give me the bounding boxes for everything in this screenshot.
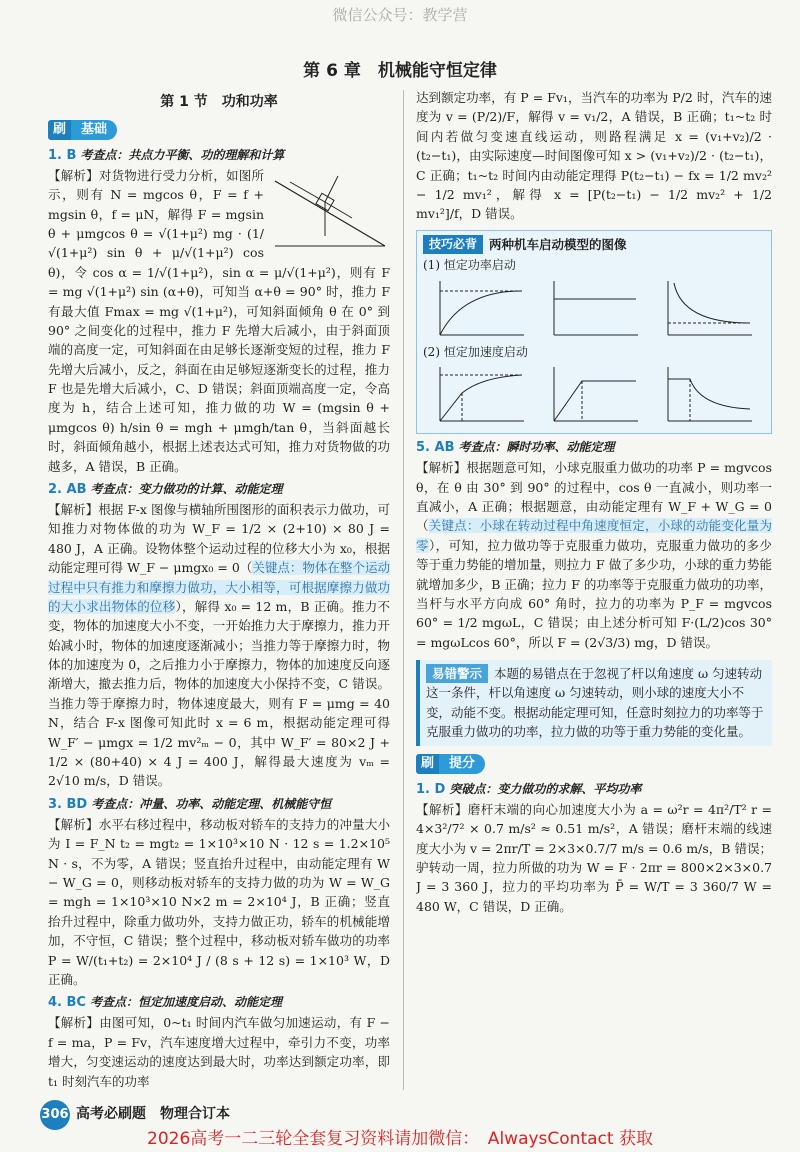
tip-tag: 技巧必背 (423, 235, 483, 254)
key-point: 考查点：变力做功的计算、动能定理 (90, 481, 283, 496)
key-point: 考查点：冲量、功率、动能定理、机械能守恒 (91, 796, 332, 811)
graph-p-t-power (546, 277, 642, 341)
tip-title: 两种机车启动模型的图像 (489, 236, 627, 252)
tip-subtitle-1: (1) 恒定功率启动 (423, 258, 516, 272)
question-2 (48, 479, 390, 791)
analysis-text: 【解析】根据 F-x 图像与横轴所围图形的面积表示力做功，可知推力对物体做的功为 W_F = 1/2 × (2+10) × 80 J = 480 J，A 正确。设物体整个运动过程的位移大小为 x₀，根据动能定理可得 W_F − μmgx₀ = 0（ (48, 502, 390, 576)
graph-f-t-power (660, 277, 756, 341)
graphs-constant-power (423, 277, 765, 341)
graph-v-t-accel (432, 363, 528, 427)
right-column (416, 88, 772, 1098)
analysis-text: 【解析】水平右移过程中，移动板对轿车的支持力的冲量大小为 I = F_N t₂ = mgt₂ = 1×10³×10 N · 12 s = 1.2×10⁵ N · s，不为零，A 错误；竖直抬升过程中，由动能定理有 W − W_G = 0，则移动板对轿车的支持力做的功为 W = W_G = mgh = 1×10³×10 N×2 m = 2×10⁴ J，B 正确；竖直抬升过程中，除重力做功外，支持力做正功，轿车的机械能增加，不守恒，C 错误；整个过程中，移动板对轿车做功的功率 P = W/(t₁+t₂) = 2×10⁴ J / (8 s + 12 s) = 1×10³ W，D 正确。 (48, 816, 390, 987)
graph-p-t-accel (546, 363, 642, 427)
section-title: 第 1 节 功和功率 (160, 94, 278, 110)
analysis-text-cont: ），解得 x₀ = 12 m，B 正确。推力不变，物体的加速度大小不变，一开始推力大于摩擦力，推力开始减小时，物体的加速度逐渐减小；当推力等于摩擦力时，物体的加速度为 0，之后推力小于摩擦力，物体的加速度反向逐渐增大，撤去推力后，物体的加速度大小保持不变，C 错误。当推力等于摩擦力时，物体速度最大，则有 F = μmg = 40 N，结合 F-x 图像可知此时 x = 6 m，根据动能定理可得 W_F′ − μmgx = 1/2 mv²ₘ − 0，其中 W_F′ = 80×2 J + 1/2 × (80+40) × 4 J = 400 J，解得最大速度为 vₘ = 2√10 m/s，D 错误。 (48, 598, 390, 789)
badge-label: 基础 (71, 120, 117, 140)
answer-number: 2. AB (48, 481, 87, 497)
question-4-continued: 达到额定功率，有 P = Fv₁，当汽车的功率为 P/2 时，汽车的速度为 v = (P/2)/F，解得 v = v₁/2，A 错误，B 正确；t₁~t₂ 时间内若做匀变速直线运动，则路程满足 x = (v₁+v₂)/2 · (t₂−t₁)，由实际速度—时间图像可知 x > (v₁+v₂)/2 · (t₂−t₁)，C 正确；t₁~t₂ 时间内由动能定理得 P(t₂−t₁) − fx = 1/2 mv₂² − 1/2 mv₁²，解得 x = [P(t₂−t₁) − 1/2 mv₂² + 1/2 mv₁²]/f，D 错误。 (416, 90, 772, 222)
analysis-text: 【解析】对货物进行受力分析，如图所示，则有 N = mgcos θ，F = f + mgsin θ，f = μN，解得 F = mgsin θ + μmgcos θ = √(1+μ²) mg · (1/√(1+μ²) sin θ + μ/√(1+μ²) cos θ)，令 cos α = 1/√(1+μ²)，sin α = μ/√(1+μ²)，则有 F = mg √(1+μ²) sin (α+θ)，可知当 α+θ = 90° 时，推力 F 有最大值 Fmax = mg √(1+μ²)，可知斜面倾角 θ 在 0° 到 90° 之间变化的过程中，推力 F 先增大后减小，由于斜面顶端的高度一定，可知斜面在由足够长逐渐变短的过程，推力 F 先增大后减小，反之，斜面在由足够短逐渐变长的过程，推力 F 也是先增大后减小，C、D 错误；斜面顶端高度一定，令高度为 h，结合上述可知，推力做的功 W = (mgsin θ + μmgcos θ) h/sin θ = mgh + μmgh/tan θ，当斜面越长时，斜面倾角越小，根据上述表达式可知，推力对货物做的功越多，A 错误，B 正确。 (48, 167, 390, 474)
tip-subtitle-2: (2) 恒定加速度启动 (423, 344, 528, 359)
answer-number: 1. B (48, 147, 77, 163)
graphs-constant-acceleration (423, 363, 765, 427)
analysis-text: 【解析】由图可知，0~t₁ 时间内汽车做匀加速运动，有 F − f = ma，P = Fv，汽车速度增大过程中，牵引力不变，功率增大，匀变速运动的速度达到最大时，功率达到额定功率，即 t₁ 时刻汽车的功率 (48, 1015, 390, 1089)
incline-force-diagram (270, 166, 390, 256)
brush-icon: 刷 (48, 120, 71, 140)
key-point: 考查点：瞬时功率、动能定理 (458, 440, 615, 455)
key-note-highlight: 关键点：小球在转动过程中角速度恒定，小球的动能变化量为零 (416, 518, 772, 553)
analysis-text: 【解析】磨杆末端的向心加速度大小为 a = ω²r = 4π²/T² r = 4×3²/7² × 0.7 m/s² ≈ 0.51 m/s²，A 错误；磨杆末端的线速度大小为 v = 2πr/T = 2×3×0.7/7 m/s = 0.6 m/s，B 错误；驴转动一周，拉力所做的功为 W = F · 2πr = 800×2×3×0.7 J = 3 360 J，拉力的平均功率为 P̄ = W/T = 3 360/7 W = 480 W，C 错误，D 正确。 (416, 801, 772, 914)
tip-box (416, 230, 772, 435)
analysis-text: 【解析】根据题意可知，小球克服重力做功的功率 P = mgvcos θ，在 θ 由 30° 到 90° 的过程中，cos θ 一直减小，则功率一直减小，A 正确；根据题意，由动能定理有 W_F + W_G = 0（ (416, 460, 772, 534)
key-point: 考查点：共点力平衡、功的理解和计算 (80, 147, 285, 162)
footer-ad: 2026高考一二三轮全套复习资料请加微信： AlwaysContact 获取 (147, 1129, 653, 1149)
page-number: 306 (40, 1100, 70, 1130)
badge-advance (416, 754, 485, 774)
question-4 (48, 992, 390, 1091)
answer-number: 5. AB (416, 440, 455, 456)
column-divider (403, 90, 404, 1090)
answer-number: 1. D (416, 781, 446, 797)
analysis-text-cont: ），可知，拉力做功等于克服重力做功，克服重力做功的多少等于重力势能的增加量，则拉力 F 做了多少功，小球的重力势能就增加多少，B 正确；拉力 F 的功率等于克服重力做功的功率，当杆与水平方向成 60° 角时，拉力的功率为 P_F = mgvcos 60° = 1/2 mgωL，C 错误；由上述分析可知 F·(L/2)cos 30° = mgωLcos 60°，所以 F = (2√3/3) mg，D 错误。 (416, 537, 772, 650)
brush-icon: 刷 (416, 754, 439, 774)
answer-number: 4. BC (48, 995, 86, 1011)
graph-v-t-power (432, 277, 528, 341)
question-advance-1 (416, 779, 772, 916)
key-point: 突破点：变力做功的求解、平均功率 (449, 781, 642, 796)
question-3 (48, 794, 390, 990)
question-1 (48, 145, 390, 476)
book-title: 高考必刷题 物理合订本 (76, 1106, 230, 1123)
watermark: 微信公众号：教学营 (332, 6, 468, 24)
warning-box (416, 660, 772, 746)
badge-label: 提分 (439, 754, 485, 774)
question-5 (416, 437, 772, 652)
answer-number: 3. BD (48, 796, 88, 812)
warning-text: 本题的易错点在于忽视了杆以角速度 ω 匀速转动这一条件，杆以角速度 ω 匀速转动，则小球的速度大小不变，动能不变。根据动能定理可知，任意时刻拉力的功率等于克服重力做功的功率，拉力做的功等于重力势能的变化量。 (426, 666, 764, 740)
warning-tag: 易错警示 (426, 664, 488, 683)
badge-basic (48, 120, 117, 140)
left-column (48, 88, 390, 1098)
chapter-title: 第 6 章 机械能守恒定律 (303, 61, 497, 81)
graph-f-t-accel (660, 363, 756, 427)
key-point: 考查点：恒定加速度启动、动能定理 (89, 995, 282, 1010)
key-note-highlight: 关键点：物体在整个运动过程中只有推力和摩擦力做功，大小相等，可根据摩擦力做功的大小求出物体的位移 (48, 560, 390, 614)
